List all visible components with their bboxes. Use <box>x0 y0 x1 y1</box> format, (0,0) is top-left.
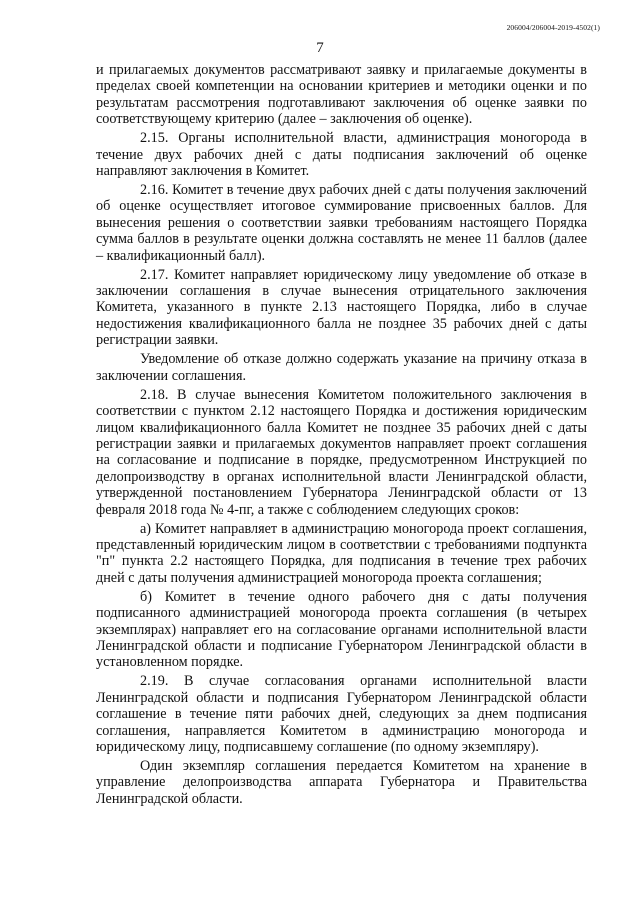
paragraph-continuation: и прилагаемых документов рассматривают заявку и прилагаемые документы в пределах своей компетенции на основании критериев и методики оценки и по результатам рассмотрения подготавливают заключения об оценке заявки по соответствующему критерию (далее – заключения об оценке). <box>96 62 587 128</box>
paragraph-2-18-a: а) Комитет направляет в администрацию моногорода проект соглашения, представленный юридическим лицом в соответствии с требованиями подпункта "п" пункта 2.2 настоящего Порядка, для подписания в течение трех рабочих дней с даты получения администрацией моногорода проекта соглашения; <box>96 520 587 586</box>
paragraph-2-18: 2.18. В случае вынесения Комитетом положительного заключения в соответствии с пунктом 2.12 настоящего Порядка и достижения юридическим лицом квалификационного балла Комитет не позднее 35 рабочих дней с даты регистрации заявки и прилагаемых документов направляет проект соглашения на согласование и подписание в порядке, предусмотренном Инструкцией по делопроизводству в органах исполнительной власти Ленинградской области, утвержденной постановлением Губернатора Ленинградской области от 13 февраля 2018 года № 4-пг, а также с соблюдением следующих сроков: <box>96 386 587 518</box>
paragraph-storage: Один экземпляр соглашения передается Комитетом на хранение в управление делопроизводства аппарата Губернатора и Правительства Ленинградской области. <box>96 758 587 807</box>
paragraph-2-15: 2.15. Органы исполнительной власти, администрация моногорода в течение двух рабочих дней с даты подписания заключений об оценке направляют заключения в Комитет. <box>96 130 587 180</box>
document-body <box>96 62 587 810</box>
paragraph-2-18-b: б) Комитет в течение одного рабочего дня с даты получения подписанного администрацией моногорода проекта соглашения (в четырех экземплярах) направляет его на согласование органами исполнительной власти Ленинградской области и подписание Губернатором Ленинградской области в установленном порядке. <box>96 588 587 671</box>
paragraph-2-19: 2.19. В случае согласования органами исполнительной власти Ленинградской области и подписания Губернатором Ленинградской области соглашение в течение пяти рабочих дней, следующих за днем подписания соглашения, направляется Комитетом в администрацию моногорода и юридическому лицу, подписавшему соглашение (по одному экземпляру). <box>96 673 587 755</box>
paragraph-2-16: 2.16. Комитет в течение двух рабочих дней с даты получения заключений об оценке осуществляет итоговое суммирование присвоенных баллов. Для вынесения решения о соответствии заявки требованиям настоящего Порядка сумма баллов в результате оценки должна составлять не менее 11 баллов (далее – квалификационный балл). <box>96 182 587 264</box>
paragraph-2-17: 2.17. Комитет направляет юридическому лицу уведомление об отказе в заключении соглашения в случае вынесения отрицательного заключения Комитета, указанного в пункте 2.13 настоящего Порядка, либо в случае недостижения квалификационного балла не позднее 35 рабочих дней с даты регистрации заявки. <box>96 266 587 349</box>
paragraph-refusal-notice: Уведомление об отказе должно содержать указание на причину отказа в заключении соглашения. <box>96 351 587 384</box>
document-id: 206004/206004-2019-4502(1) <box>506 23 600 32</box>
page-number: 7 <box>316 40 324 56</box>
